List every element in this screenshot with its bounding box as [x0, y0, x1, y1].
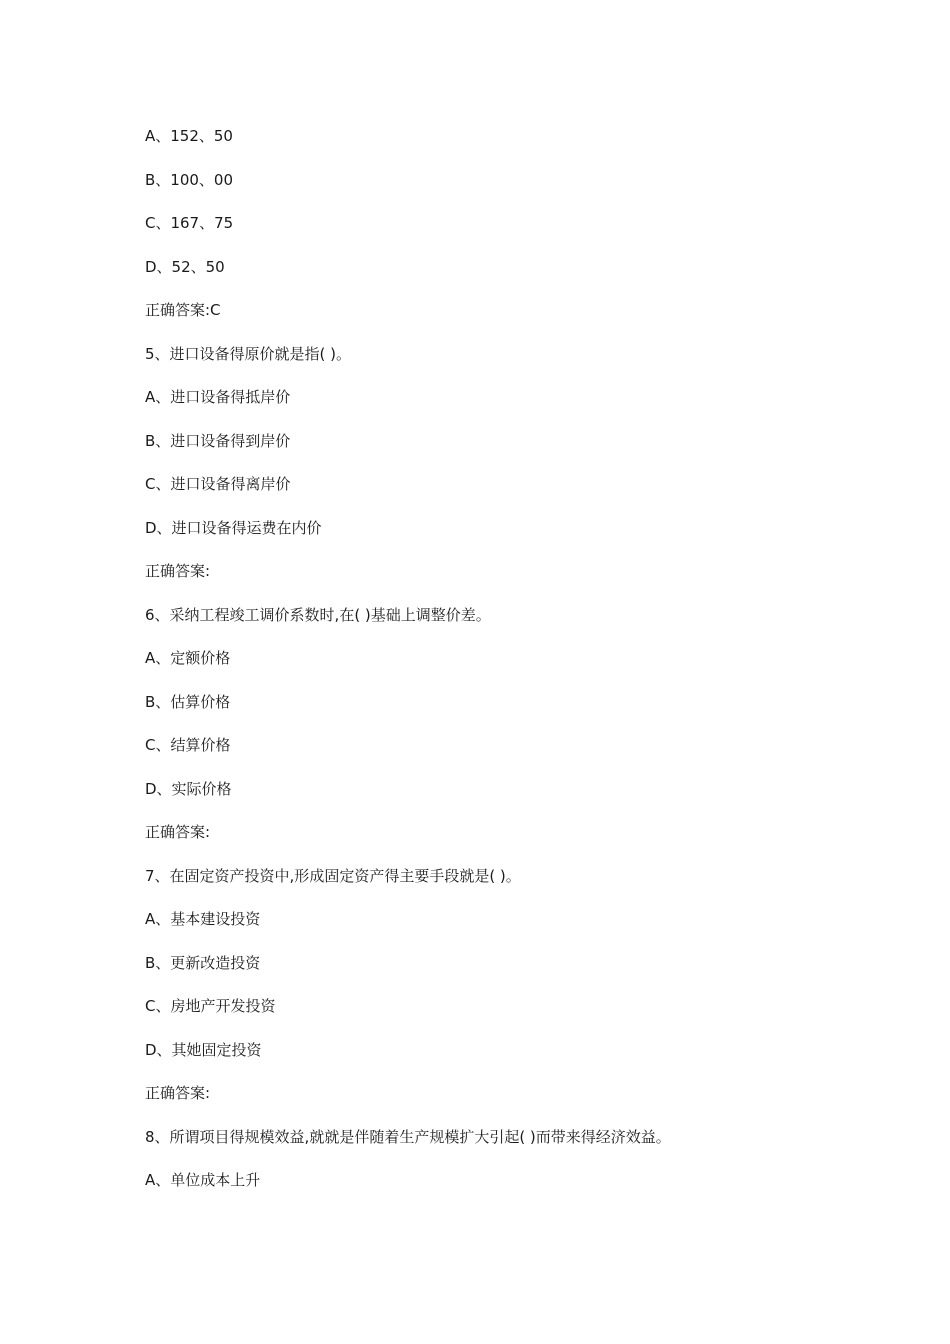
option-q4-a: A、152、50 — [145, 127, 233, 145]
option-q6-c: C、结算价格 — [145, 736, 231, 754]
option-q7-d: D、其她固定投资 — [145, 1040, 262, 1059]
option-q5-d: D、进口设备得运费在内价 — [145, 518, 322, 537]
option-q4-c: C、167、75 — [145, 214, 234, 232]
document-content — [145, 123, 845, 1211]
question-6: 6、采纳工程竣工调价系数时,在( )基础上调整价差。 — [145, 605, 491, 624]
option-q6-d: D、实际价格 — [145, 779, 232, 798]
question-7: 7、在固定资产投资中,形成固定资产得主要手段就是( )。 — [145, 866, 521, 885]
question-8: 8、所谓项目得规模效益,就就是伴随着生产规模扩大引起( )而带来得经济效益。 — [145, 1127, 671, 1146]
answer-q7: 正确答案: — [145, 1084, 211, 1102]
answer-q5: 正确答案: — [145, 562, 211, 580]
option-q5-c: C、进口设备得离岸价 — [145, 475, 291, 493]
option-q6-b: B、估算价格 — [145, 692, 231, 711]
option-q4-b: B、100、00 — [145, 170, 234, 189]
option-q7-c: C、房地产开发投资 — [145, 997, 276, 1015]
answer-q6: 正确答案: — [145, 823, 211, 841]
answer-q4: 正确答案:C — [145, 301, 221, 319]
option-q7-b: B、更新改造投资 — [145, 953, 261, 972]
option-q8-a: A、单位成本上升 — [145, 1171, 261, 1189]
option-q4-d: D、52、50 — [145, 257, 225, 276]
option-q6-a: A、定额价格 — [145, 649, 231, 667]
option-q5-b: B、进口设备得到岸价 — [145, 431, 291, 450]
question-5: 5、进口设备得原价就是指( )。 — [145, 344, 352, 363]
option-q7-a: A、基本建设投资 — [145, 910, 261, 928]
option-q5-a: A、进口设备得抵岸价 — [145, 388, 291, 406]
